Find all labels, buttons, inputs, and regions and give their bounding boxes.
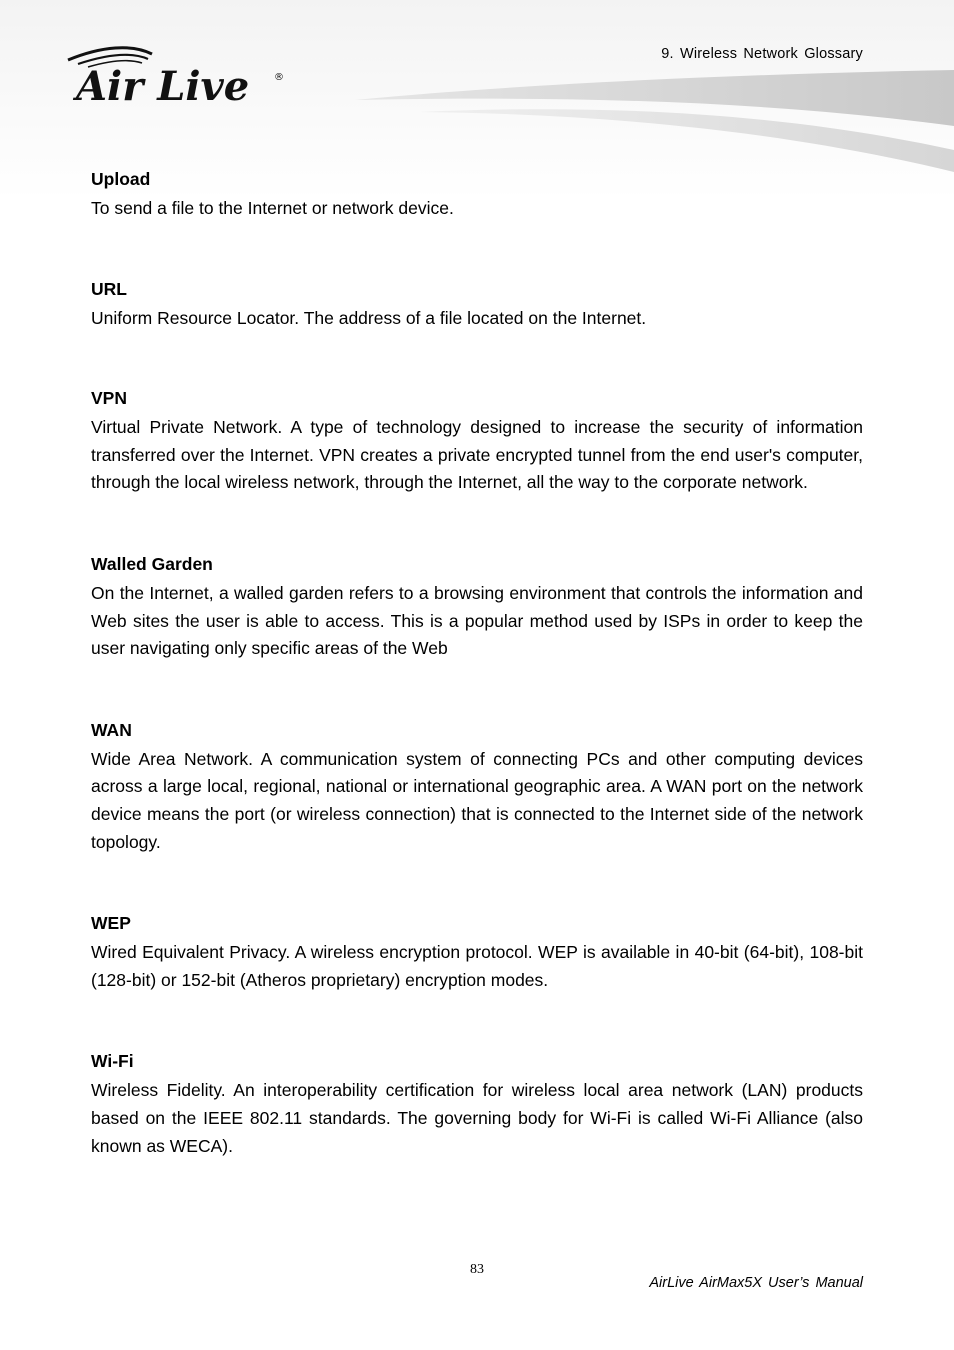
glossary-entry-wan <box>91 718 863 856</box>
glossary-content <box>91 167 863 1160</box>
glossary-term: WAN <box>91 719 132 740</box>
glossary-entry-wep <box>91 911 863 994</box>
glossary-entry-upload <box>91 167 863 223</box>
footer-manual-title: AirLive AirMax5X User’s Manual <box>649 1275 863 1291</box>
glossary-definition: Wide Area Network. A communication system of connecting PCs and other computing devices across a large local, regional, national or international geographic area. A WAN port on the network device means the port (or wireless connection) that is connected to the Internet side of the network topology. <box>91 748 863 852</box>
glossary-entry-vpn <box>91 386 863 497</box>
glossary-entry-url <box>91 277 863 333</box>
glossary-definition: On the Internet, a walled garden refers to a browsing environment that controls the information and Web sites the user is able to access. This is a popular method used by ISPs in order to keep the user navigating only specific areas of the Web <box>91 582 863 659</box>
glossary-term: Upload <box>91 169 151 189</box>
registered-mark: ® <box>274 72 284 83</box>
glossary-term: URL <box>91 278 127 299</box>
glossary-definition: Wireless Fidelity. An interoperability certification for wireless local area network (LAN) products based on the IEEE 802.11 standards. The governing body for Wi-Fi is called Wi-Fi Alliance (also known as WECA). <box>91 1080 863 1156</box>
glossary-definition: Wired Equivalent Privacy. A wireless encryption protocol. WEP is available in 40-bit (64-bit), 108-bit (128-bit) or 152-bit (Atheros proprietary) encryption modes. <box>91 942 863 990</box>
page-number: 83 <box>470 1262 484 1277</box>
glossary-definition: Virtual Private Network. A type of technology designed to increase the security of information transferred over the Internet. VPN creates a private encrypted tunnel from the end user's computer, through the local wireless network, through the Internet, all the way to the corporate network. <box>91 417 863 493</box>
glossary-entry-wi-fi <box>91 1049 863 1160</box>
glossary-definition: To send a file to the Internet or network device. <box>91 198 454 218</box>
airlive-logo <box>62 40 292 106</box>
glossary-definition: Uniform Resource Locator. The address of a file located on the Internet. <box>91 307 647 328</box>
glossary-term: VPN <box>91 388 127 409</box>
glossary-term: Wi-Fi <box>91 1051 134 1072</box>
glossary-term: Walled Garden <box>91 553 213 574</box>
glossary-term: WEP <box>91 913 131 934</box>
logo-wordmark: Air Live <box>76 63 250 106</box>
glossary-entry-walled-garden <box>91 552 863 663</box>
section-title: 9. Wireless Network Glossary <box>661 46 863 62</box>
